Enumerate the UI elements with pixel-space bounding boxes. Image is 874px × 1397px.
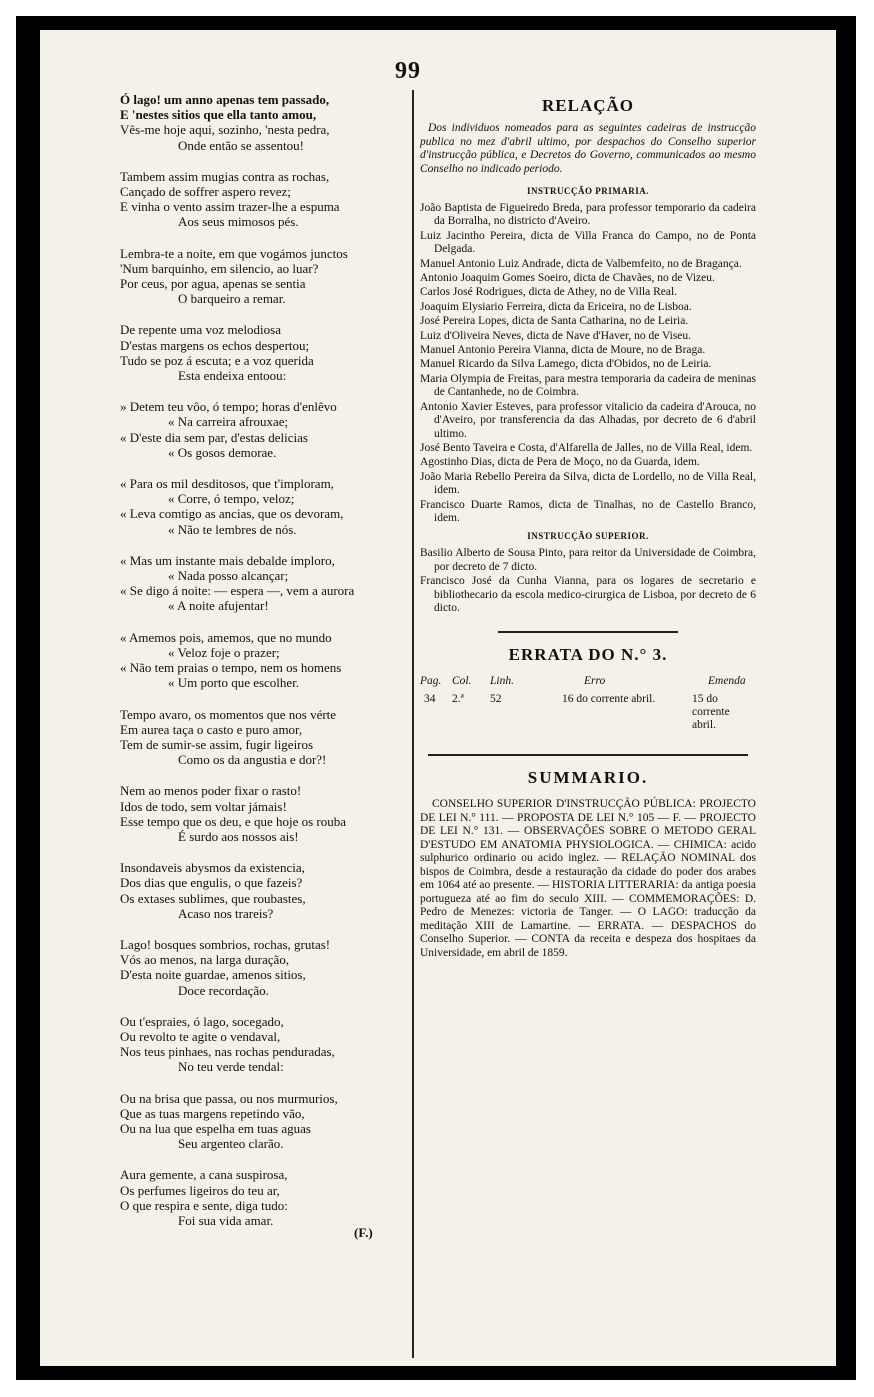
appointment-entry: Luiz d'Oliveira Neves, dicta de Nave d'Haver, no de Viseu. xyxy=(420,329,692,342)
appointment-entry: Manuel Antonio Pereira Vianna, dicta de Moure, no de Braga. xyxy=(420,344,706,357)
poem-line: Nem ao menos poder fixar o rasto! xyxy=(120,783,302,799)
poem-line: D'esta noite guardae, amenos sitios, xyxy=(120,967,306,983)
errata-cell-col: 2.ª xyxy=(452,693,464,706)
poem-line: « Para os mil desditosos, que t'imploram, xyxy=(120,476,334,492)
errata-cell-linh: 52 xyxy=(490,693,502,706)
poem-line: « Nada posso alcançar; xyxy=(168,568,289,584)
poem-line: E 'nestes sitios que ella tanto amou, xyxy=(120,107,317,123)
poem-line: « Se digo á noite: — espera —, vem a aurora xyxy=(120,583,355,599)
poem-line: « Mas um instante mais debalde imploro, xyxy=(120,552,335,568)
appointment-entry: Basilio Alberto de Sousa Pinto, para reitor da Universidade de Coimbra, por decreto de 7 dicto. xyxy=(420,547,756,573)
errata-cell-emenda: 15 do corrente abril. xyxy=(692,693,730,732)
appointment-entry: João Baptista de Figueiredo Breda, para professor temporario da cadeira da Borralha, no districto d'Aveiro. xyxy=(420,202,756,228)
poem-line: Foi sua vida amar. xyxy=(178,1212,274,1228)
poem-line: Os perfumes ligeiros do teu ar, xyxy=(120,1182,280,1198)
poem-line: « D'este dia sem par, d'estas delicias xyxy=(120,429,308,445)
appointment-entry: José Pereira Lopes, dicta de Santa Catharina, no de Leiria. xyxy=(420,315,689,328)
poem-stanza xyxy=(120,246,395,307)
poem-line: No teu verde tendal: xyxy=(178,1059,284,1075)
page-number: 99 xyxy=(395,58,421,84)
poem-stanza xyxy=(120,1167,395,1228)
poem-line: « Na carreira afrouxae; xyxy=(168,414,289,430)
poem-line: D'estas margens os echos despertou; xyxy=(120,337,310,353)
poem-line: Os extases sublimes, que roubastes, xyxy=(120,890,306,906)
poem-line: Vós ao menos, na larga duração, xyxy=(120,952,290,968)
poem-line: Ou revolto te agite o vendaval, xyxy=(120,1028,281,1044)
section-heading: INSTRUCÇÃO SUPERIOR. xyxy=(527,531,649,542)
poem-line: Lembra-te a noite, em que vogámos junctos xyxy=(120,245,348,261)
poem-line: Idos de todo, sem voltar jámais! xyxy=(120,798,287,814)
poem-line: » Detem teu vôo, ó tempo; horas d'enlêvo xyxy=(120,399,337,415)
poem-line: Lago! bosques sombrios, rochas, grutas! xyxy=(120,936,331,952)
appointment-entry: Manuel Antonio Luiz Andrade, dicta de Valbemfeito, no de Bragança. xyxy=(420,257,742,270)
appointment-entry: Francisco Duarte Ramos, dicta de Tinalhas, no de Castello Branco, idem. xyxy=(420,498,756,524)
poem-stanza xyxy=(120,553,395,614)
right-column xyxy=(420,92,756,960)
poem-line: Ou t'espraies, ó lago, socegado, xyxy=(120,1013,284,1029)
poem-line: Ou na brisa que passa, ou nos murmurios, xyxy=(120,1090,338,1106)
separator-rule xyxy=(428,754,748,756)
poem-line: Tambem assim mugias contra as rochas, xyxy=(120,168,330,184)
poem-line: E vinha o vento assim trazer-lhe a espuma xyxy=(120,199,340,215)
section-heading: INSTRUCÇÃO PRIMARIA. xyxy=(526,186,649,196)
column-divider xyxy=(412,90,414,1358)
poem-line: « Corre, ó tempo, veloz; xyxy=(168,491,295,507)
poem-stanza xyxy=(120,860,395,921)
poem-line: É surdo aos nossos ais! xyxy=(178,828,299,844)
poem-line: « Veloz foje o prazer; xyxy=(168,644,280,660)
appointment-entry: Carlos José Rodrigues, dicta de Athey, no de Villa Real. xyxy=(420,286,678,299)
errata-header-emenda: Emenda xyxy=(708,675,746,688)
summario-title: SUMMARIO. xyxy=(527,768,649,788)
appointment-entry: Agostinho Dias, dicta de Pera de Moço, no da Guarda, idem. xyxy=(420,456,700,469)
relacao-sections xyxy=(420,186,756,615)
poem-line: Seu argenteo clarão. xyxy=(178,1136,284,1152)
poem-line: Ou na lua que espelha em tuas aguas xyxy=(120,1120,311,1136)
poem-line: Acaso nos trareis? xyxy=(178,905,274,921)
poem-line: Tem de sumir-se assim, fugir ligeiros xyxy=(120,736,314,752)
poem-line: 'Num barquinho, em silencio, ao luar? xyxy=(120,260,319,276)
poem-line: Onde então se assentou! xyxy=(178,137,304,153)
poem-line: Como os da angustia e dor?! xyxy=(178,752,327,768)
poem-line: Por ceus, por agua, apenas se sentia xyxy=(120,276,306,292)
relacao-intro: Dos individuos nomeados para as seguintes cadeiras de instrucção publica no mez d'abril ultimo, por despachos do Conselho superior d'instrucção pública, e Decretos do Governo, communicados ao mesmo Conselho no indicado periodo. xyxy=(420,122,756,175)
poem-line: « Não te lembres de nós. xyxy=(168,521,297,537)
poem-line: « Não tem praias o tempo, nem os homens xyxy=(120,660,342,676)
appointment-entry: Joaquim Elysiario Ferreira, dicta da Ericeira, no de Lisboa. xyxy=(420,300,692,313)
appointment-entry: Antonio Joaquim Gomes Soeiro, dicta de Chavães, no de Vizeu. xyxy=(420,272,715,285)
poem-line: Vês-me hoje aqui, sozinho, 'nesta pedra, xyxy=(120,122,330,138)
appointment-entry: Maria Olympia de Freitas, para mestra temporaria da cadeira de meninas de Cantanhede, no de Coimbra. xyxy=(420,372,756,399)
appointment-entry: Manuel Ricardo da Silva Lamego, dicta d'Obidos, no de Leiria. xyxy=(420,358,712,371)
errata-cell-pag: 34 xyxy=(424,693,436,706)
poem-stanza xyxy=(120,1014,395,1075)
poem-line: Em aurea taça o casto e puro amor, xyxy=(120,721,303,737)
poem-stanza xyxy=(120,92,395,153)
poem-line: Aura gemente, a cana suspirosa, xyxy=(120,1167,288,1183)
poem-line: « Os gosos demorae. xyxy=(168,444,277,460)
summario-text: CONSELHO SUPERIOR D'INSTRUCÇÃO PÚBLICA: PROJECTO DE LEI N.° 111. — PROPOSTA DE LEI N.° 105 — F. — PROJECTO DE LEI N.° 131. — OBSERVAÇÕES SOBRE O METODO GERAL D'ESTUDO EM ANATOMIA PHYSIOLOGICA. — CHIMICA: acido sulphurico ordinario ou acido inglez. — RELAÇÃO NOMINAL dos bispos de Coimbra, desde a restauração da cidade do poder dos arabes em 1064 até ao presente. — HISTORIA LITTERARIA: da antiga poesia portugueza até ao fim do seculo XIII. — COMMEMORAÇÕES: D. Pedro de Menezes: victoria de Tanger. — O LAGO: traducção da meditação XIII de Lamartine. — ERRATA. — DESPACHOS do Conselho Superior. — CONTA da receita e despeza dos hospitaes da Universidade, em abril de 1859. xyxy=(420,798,756,959)
poem-stanza xyxy=(120,783,395,844)
poem-line: Doce recordação. xyxy=(178,982,269,998)
errata-header-linh: Linh. xyxy=(490,675,514,688)
poem-line: Tempo avaro, os momentos que nos vérte xyxy=(120,706,337,722)
appointment-entry: Antonio Xavier Esteves, para professor vitalicio da cadeira d'Arouca, no d'Aveiro, por transferencia da das Alhadas, por decreto de 6 d'abril ultimo. xyxy=(420,400,756,440)
poem-line: O que respira e sente, diga tudo: xyxy=(120,1197,288,1213)
poem-line: O barqueiro a remar. xyxy=(178,291,286,307)
relacao-title: RELAÇÃO xyxy=(541,96,634,115)
errata-header-pag: Pag. xyxy=(420,675,442,688)
poem-stanza xyxy=(120,322,395,383)
errata-row xyxy=(420,693,756,732)
document-page xyxy=(40,30,836,1366)
poem-line: Cançado de soffrer aspero revez; xyxy=(120,184,291,200)
poem-line: « Um porto que escolher. xyxy=(168,675,300,691)
poem-stanza xyxy=(120,399,395,460)
separator-rule xyxy=(498,631,678,633)
poem-stanza xyxy=(120,937,395,998)
poem-signature: (F.) xyxy=(354,1225,373,1240)
poem-line: « Amemos pois, amemos, que no mundo xyxy=(120,629,332,645)
poem-stanza xyxy=(120,169,395,230)
poem-line: Ó lago! um anno apenas tem passado, xyxy=(120,92,330,107)
poem-line: « Leva comtigo as ancias, que os devoram, xyxy=(120,506,344,522)
appointment-entry: Francisco José da Cunha Vianna, para os logares de secretario e bibliothecario da escola medico-cirurgica de Lisboa, por decreto de 6 dicto. xyxy=(420,575,756,614)
appointment-entry: Luiz Jacintho Pereira, dicta de Villa Franca do Campo, no de Ponta Delgada. xyxy=(420,229,756,256)
errata-header-erro: Erro xyxy=(584,675,606,688)
poem-line: Dos dias que engulis, o que fazeis? xyxy=(120,875,303,891)
poem-line: Insondaveis abysmos da existencia, xyxy=(120,860,305,876)
poem-line: « A noite afujentar! xyxy=(168,598,269,614)
poem-stanza xyxy=(120,630,395,691)
errata-title: ERRATA DO N.° 3. xyxy=(508,645,668,665)
errata-table xyxy=(420,675,756,732)
poem-stanza xyxy=(120,476,395,537)
poem-stanza xyxy=(120,1091,395,1152)
errata-cell-erro: 16 do corrente abril. xyxy=(562,693,656,706)
errata-header-row xyxy=(420,675,756,693)
poem-line: Que as tuas margens repetindo vão, xyxy=(120,1105,305,1121)
poem-line: Nos teus pinhaes, nas rochas penduradas, xyxy=(120,1044,335,1060)
poem-line: Aos seus mimosos pés. xyxy=(178,214,299,230)
poem-line: Esta endeixa entoou: xyxy=(178,368,287,384)
poem-column xyxy=(120,92,395,1244)
poem-stanza xyxy=(120,707,395,768)
poem-line: De repente uma voz melodiosa xyxy=(120,322,281,338)
appointment-entry: José Bento Taveira e Costa, d'Alfarella de Jalles, no de Villa Real, idem. xyxy=(420,441,753,454)
appointment-entry: João Maria Rebello Pereira da Silva, dicta de Lordello, no de Villa Real, idem. xyxy=(420,470,756,497)
errata-header-col: Col. xyxy=(452,675,472,688)
poem-line: Tudo se poz á escuta; e a voz querida xyxy=(120,352,314,368)
poem-line: Esse tempo que os deu, e que hoje os rouba xyxy=(120,813,347,829)
